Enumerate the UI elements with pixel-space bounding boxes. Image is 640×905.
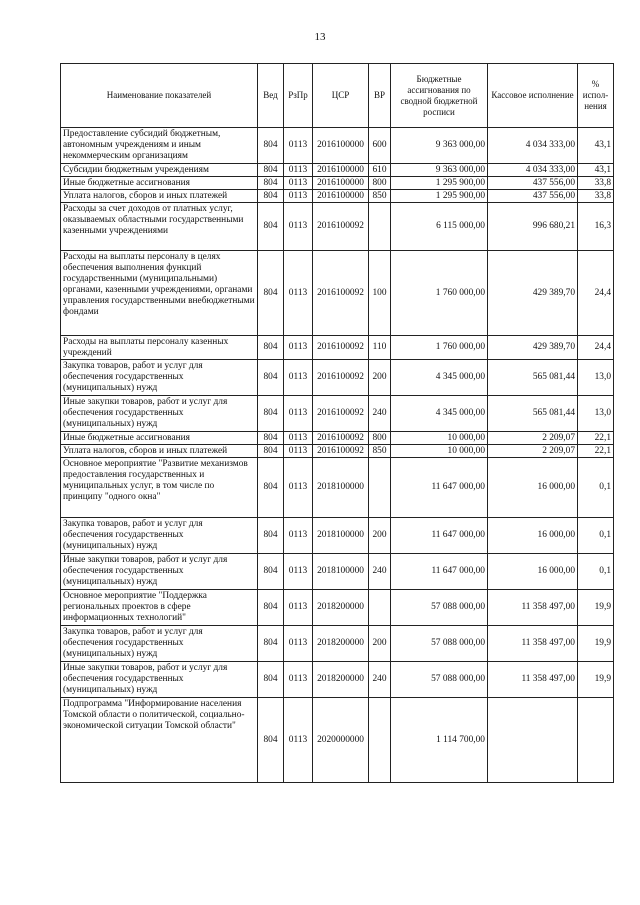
row-percent-cell: 13,0 xyxy=(578,396,614,432)
row-name-cell: Иные бюджетные ассигнования xyxy=(61,177,258,190)
row-percent-cell: 43,1 xyxy=(578,164,614,177)
row-percent-cell: 33,8 xyxy=(578,190,614,203)
row-csr-cell: 2018100000 xyxy=(313,518,369,554)
row-ved-cell: 804 xyxy=(258,518,284,554)
row-ved-cell: 804 xyxy=(258,432,284,445)
row-vr-cell: 850 xyxy=(369,190,391,203)
row-name-cell: Субсидии бюджетным учреждениям xyxy=(61,164,258,177)
table-row xyxy=(61,698,614,783)
row-name-cell: Уплата налогов, сборов и иных платежей xyxy=(61,190,258,203)
row-cash-cell: 4 034 333,00 xyxy=(488,128,578,164)
row-cash-cell: 996 680,21 xyxy=(488,203,578,251)
row-ved-cell: 804 xyxy=(258,626,284,662)
budget-execution-table xyxy=(60,63,614,783)
row-name-cell: Основное мероприятие "Развитие механизмов предоставления государственных и муниципальных услуг, в том числе по принципу "одного окна" xyxy=(61,458,258,518)
row-rzpr-cell: 0113 xyxy=(284,177,313,190)
row-percent-cell: 19,9 xyxy=(578,662,614,698)
table-row xyxy=(61,626,614,662)
row-csr-cell: 2016100092 xyxy=(313,445,369,458)
row-name-cell: Закупка товаров, работ и услуг для обеспечения государственных (муниципальных) нужд xyxy=(61,518,258,554)
row-name-cell: Иные закупки товаров, работ и услуг для обеспечения государственных (муниципальных) нужд xyxy=(61,554,258,590)
table-row xyxy=(61,518,614,554)
row-cash-cell: 429 389,70 xyxy=(488,251,578,336)
row-percent-cell: 24,4 xyxy=(578,251,614,336)
row-csr-cell: 2018100000 xyxy=(313,554,369,590)
row-csr-cell: 2018100000 xyxy=(313,458,369,518)
row-vr-cell: 100 xyxy=(369,251,391,336)
page-number: 13 xyxy=(314,31,326,43)
row-csr-cell: 2020000000 xyxy=(313,698,369,783)
column-header-budget: Бюджетные ассигнования по сводной бюджетной росписи xyxy=(391,64,488,128)
table-row xyxy=(61,554,614,590)
row-ved-cell: 804 xyxy=(258,396,284,432)
row-vr-cell: 800 xyxy=(369,177,391,190)
row-ved-cell: 804 xyxy=(258,336,284,360)
column-header-cash: Кассовое исполнение xyxy=(488,64,578,128)
row-name-cell: Предоставление субсидий бюджетным, автономным учреждениям и иным некоммерческим организациям xyxy=(61,128,258,164)
row-ved-cell: 804 xyxy=(258,590,284,626)
row-rzpr-cell: 0113 xyxy=(284,458,313,518)
column-header-rzpr: РзПр xyxy=(284,64,313,128)
row-budget-cell: 1 114 700,00 xyxy=(391,698,488,783)
row-rzpr-cell: 0113 xyxy=(284,128,313,164)
table-row xyxy=(61,396,614,432)
table-header-row xyxy=(61,64,614,128)
row-csr-cell: 2018200000 xyxy=(313,662,369,698)
table-row xyxy=(61,251,614,336)
row-csr-cell: 2018200000 xyxy=(313,590,369,626)
row-rzpr-cell: 0113 xyxy=(284,626,313,662)
row-cash-cell: 16 000,00 xyxy=(488,554,578,590)
row-budget-cell: 10 000,00 xyxy=(391,432,488,445)
row-budget-cell: 1 295 900,00 xyxy=(391,190,488,203)
row-name-cell: Расходы за счет доходов от платных услуг, оказываемых областными государственными казенными учреждениями xyxy=(61,203,258,251)
row-percent-cell: 22,1 xyxy=(578,445,614,458)
row-budget-cell: 11 647 000,00 xyxy=(391,554,488,590)
row-budget-cell: 1 295 900,00 xyxy=(391,177,488,190)
row-budget-cell: 1 760 000,00 xyxy=(391,251,488,336)
row-vr-cell: 240 xyxy=(369,396,391,432)
row-vr-cell xyxy=(369,203,391,251)
row-percent-cell: 13,0 xyxy=(578,360,614,396)
row-rzpr-cell: 0113 xyxy=(284,336,313,360)
row-csr-cell: 2016100092 xyxy=(313,203,369,251)
row-cash-cell: 16 000,00 xyxy=(488,518,578,554)
row-ved-cell: 804 xyxy=(258,554,284,590)
row-csr-cell: 2018200000 xyxy=(313,626,369,662)
column-header-vr: ВР xyxy=(369,64,391,128)
row-ved-cell: 804 xyxy=(258,190,284,203)
column-header-name: Наименование показателей xyxy=(61,64,258,128)
row-csr-cell: 2016100000 xyxy=(313,164,369,177)
table-row xyxy=(61,128,614,164)
row-rzpr-cell: 0113 xyxy=(284,698,313,783)
row-vr-cell xyxy=(369,458,391,518)
row-cash-cell: 16 000,00 xyxy=(488,458,578,518)
table-row xyxy=(61,445,614,458)
row-vr-cell: 610 xyxy=(369,164,391,177)
row-csr-cell: 2016100092 xyxy=(313,396,369,432)
row-rzpr-cell: 0113 xyxy=(284,445,313,458)
row-budget-cell: 4 345 000,00 xyxy=(391,360,488,396)
row-rzpr-cell: 0113 xyxy=(284,554,313,590)
row-name-cell: Подпрограмма "Информирование населения Томской области о политической, социально-экономической ситуации Томской области" xyxy=(61,698,258,783)
row-ved-cell: 804 xyxy=(258,128,284,164)
row-percent-cell: 19,9 xyxy=(578,590,614,626)
row-name-cell: Иные бюджетные ассигнования xyxy=(61,432,258,445)
row-name-cell: Основное мероприятие "Поддержка региональных проектов в сфере информационных технологий" xyxy=(61,590,258,626)
row-percent-cell: 16,3 xyxy=(578,203,614,251)
row-csr-cell: 2016100092 xyxy=(313,251,369,336)
row-percent-cell: 22,1 xyxy=(578,432,614,445)
row-cash-cell: 2 209,07 xyxy=(488,432,578,445)
table-row xyxy=(61,164,614,177)
row-ved-cell: 804 xyxy=(258,360,284,396)
row-vr-cell: 200 xyxy=(369,518,391,554)
row-ved-cell: 804 xyxy=(258,251,284,336)
row-vr-cell: 850 xyxy=(369,445,391,458)
table-row xyxy=(61,360,614,396)
row-vr-cell: 600 xyxy=(369,128,391,164)
row-vr-cell xyxy=(369,698,391,783)
row-rzpr-cell: 0113 xyxy=(284,164,313,177)
row-percent-cell: 0,1 xyxy=(578,554,614,590)
row-vr-cell xyxy=(369,590,391,626)
row-percent-cell: 19,9 xyxy=(578,626,614,662)
row-percent-cell: 0,1 xyxy=(578,458,614,518)
row-vr-cell: 240 xyxy=(369,554,391,590)
row-cash-cell: 2 209,07 xyxy=(488,445,578,458)
row-name-cell: Иные закупки товаров, работ и услуг для обеспечения государственных (муниципальных) нужд xyxy=(61,662,258,698)
row-csr-cell: 2016100000 xyxy=(313,128,369,164)
row-rzpr-cell: 0113 xyxy=(284,432,313,445)
row-percent-cell: 0,1 xyxy=(578,518,614,554)
column-header-csr: ЦСР xyxy=(313,64,369,128)
row-vr-cell: 110 xyxy=(369,336,391,360)
row-ved-cell: 804 xyxy=(258,662,284,698)
row-rzpr-cell: 0113 xyxy=(284,662,313,698)
row-rzpr-cell: 0113 xyxy=(284,590,313,626)
row-csr-cell: 2016100092 xyxy=(313,336,369,360)
row-name-cell: Иные закупки товаров, работ и услуг для обеспечения государственных (муниципальных) нужд xyxy=(61,396,258,432)
table-row xyxy=(61,432,614,445)
row-name-cell: Уплата налогов, сборов и иных платежей xyxy=(61,445,258,458)
row-budget-cell: 57 088 000,00 xyxy=(391,626,488,662)
row-cash-cell: 565 081,44 xyxy=(488,360,578,396)
table-row xyxy=(61,203,614,251)
table-row xyxy=(61,190,614,203)
row-ved-cell: 804 xyxy=(258,203,284,251)
row-percent-cell: 24,4 xyxy=(578,336,614,360)
table-row xyxy=(61,336,614,360)
row-ved-cell: 804 xyxy=(258,445,284,458)
row-ved-cell: 804 xyxy=(258,164,284,177)
row-percent-cell: 43,1 xyxy=(578,128,614,164)
row-name-cell: Закупка товаров, работ и услуг для обеспечения государственных (муниципальных) нужд xyxy=(61,626,258,662)
row-cash-cell xyxy=(488,698,578,783)
table-row xyxy=(61,458,614,518)
row-rzpr-cell: 0113 xyxy=(284,190,313,203)
row-name-cell: Закупка товаров, работ и услуг для обеспечения государственных (муниципальных) нужд xyxy=(61,360,258,396)
table-row xyxy=(61,177,614,190)
row-cash-cell: 437 556,00 xyxy=(488,177,578,190)
row-cash-cell: 11 358 497,00 xyxy=(488,662,578,698)
table-row xyxy=(61,590,614,626)
row-budget-cell: 57 088 000,00 xyxy=(391,590,488,626)
row-vr-cell: 240 xyxy=(369,662,391,698)
row-rzpr-cell: 0113 xyxy=(284,396,313,432)
row-budget-cell: 1 760 000,00 xyxy=(391,336,488,360)
row-name-cell: Расходы на выплаты персоналу в целях обеспечения выполнения функций государственными (муниципальными) органами, казенными учреждениями, органами управления государственными внебюджетными фондами xyxy=(61,251,258,336)
row-percent-cell xyxy=(578,698,614,783)
row-csr-cell: 2016100092 xyxy=(313,432,369,445)
column-header-ved: Вед xyxy=(258,64,284,128)
row-cash-cell: 565 081,44 xyxy=(488,396,578,432)
row-csr-cell: 2016100000 xyxy=(313,177,369,190)
row-cash-cell: 437 556,00 xyxy=(488,190,578,203)
row-cash-cell: 11 358 497,00 xyxy=(488,590,578,626)
row-percent-cell: 33,8 xyxy=(578,177,614,190)
row-ved-cell: 804 xyxy=(258,458,284,518)
row-budget-cell: 10 000,00 xyxy=(391,445,488,458)
row-cash-cell: 429 389,70 xyxy=(488,336,578,360)
row-budget-cell: 6 115 000,00 xyxy=(391,203,488,251)
row-ved-cell: 804 xyxy=(258,177,284,190)
row-rzpr-cell: 0113 xyxy=(284,518,313,554)
row-budget-cell: 4 345 000,00 xyxy=(391,396,488,432)
row-rzpr-cell: 0113 xyxy=(284,251,313,336)
row-csr-cell: 2016100092 xyxy=(313,360,369,396)
row-budget-cell: 57 088 000,00 xyxy=(391,662,488,698)
table-row xyxy=(61,662,614,698)
row-vr-cell: 200 xyxy=(369,360,391,396)
row-cash-cell: 4 034 333,00 xyxy=(488,164,578,177)
row-vr-cell: 800 xyxy=(369,432,391,445)
row-cash-cell: 11 358 497,00 xyxy=(488,626,578,662)
row-ved-cell: 804 xyxy=(258,698,284,783)
row-budget-cell: 9 363 000,00 xyxy=(391,128,488,164)
row-budget-cell: 9 363 000,00 xyxy=(391,164,488,177)
row-name-cell: Расходы на выплаты персоналу казенных учреждений xyxy=(61,336,258,360)
row-rzpr-cell: 0113 xyxy=(284,203,313,251)
column-header-percent: % испол-нения xyxy=(578,64,614,128)
row-vr-cell: 200 xyxy=(369,626,391,662)
row-csr-cell: 2016100000 xyxy=(313,190,369,203)
row-budget-cell: 11 647 000,00 xyxy=(391,518,488,554)
row-budget-cell: 11 647 000,00 xyxy=(391,458,488,518)
row-rzpr-cell: 0113 xyxy=(284,360,313,396)
